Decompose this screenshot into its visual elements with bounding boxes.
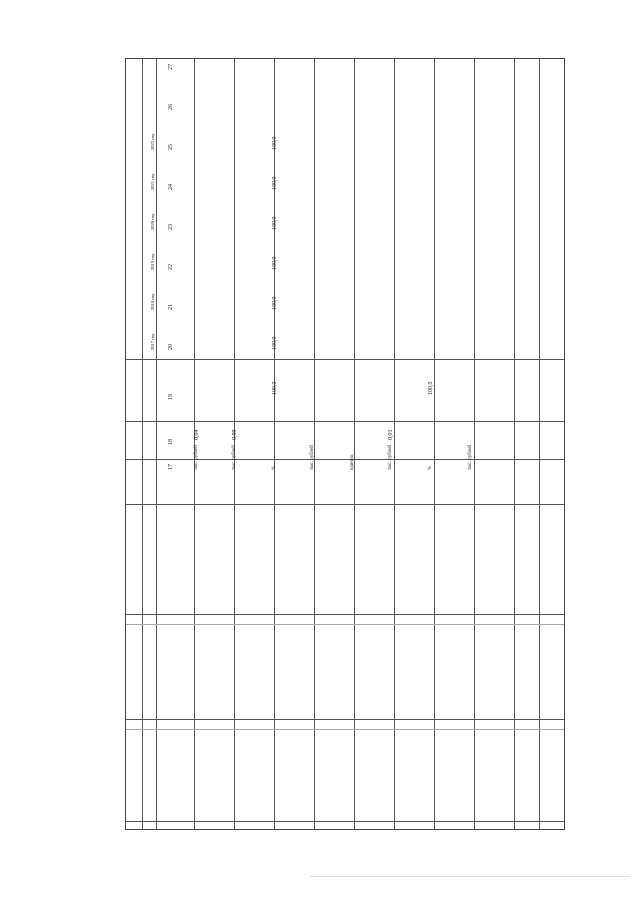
unit-cell: тыс. рублей [232,445,237,470]
unit-cell: % [272,465,277,470]
year-value-cell: 100,0 [272,336,278,350]
prior-cell: 100,0 [428,381,434,395]
year-header: 2021 год [150,173,155,190]
grid-line [234,59,235,829]
document-table [125,58,565,830]
year-value-cell: 100,0 [272,256,278,270]
scan-edge [310,876,630,877]
year-value-cell: 100,0 [272,136,278,150]
year-header: 2018 год [150,293,155,310]
grid-line [156,59,157,829]
grid-line [126,359,564,360]
unit-cell: тыс. рублей [468,445,473,470]
grid-line [194,59,195,829]
grid-line [434,59,435,829]
grid-line [126,421,564,422]
column-number: 19 [168,394,174,400]
year-value-cell: 100,0 [272,296,278,310]
grid-line [126,504,564,505]
column-number: 22 [168,264,174,270]
year-value-cell: 100,0 [272,176,278,190]
weight-cell: 0,01 [388,429,394,440]
year-value-cell: 100,0 [272,216,278,230]
column-number: 24 [168,184,174,190]
grid-line [126,719,564,720]
grid-line [126,624,564,625]
weight-cell: 0,04 [194,429,200,440]
grid-line [474,59,475,829]
grid-line [394,59,395,829]
grid-line [314,59,315,829]
unit-cell: единиц [350,454,355,470]
grid-line [126,614,564,615]
prior-cell: 100,0 [272,381,278,395]
year-header: 2019 год [150,253,155,270]
year-header: 2020 год [150,213,155,230]
year-header: 2017 год [150,333,155,350]
column-number: 26 [168,104,174,110]
grid-line [274,59,275,829]
grid-line [142,59,143,829]
column-number: 18 [168,439,174,445]
column-number: 17 [168,464,174,470]
column-number: 27 [168,64,174,70]
weight-cell: 0,99 [232,429,238,440]
grid-line [126,821,564,822]
grid-line [354,59,355,829]
year-header: 2022 год [150,133,155,150]
unit-cell: тыс. рублей [194,445,199,470]
grid-line [126,729,564,730]
column-number: 23 [168,224,174,230]
column-number: 25 [168,144,174,150]
grid-line [539,59,540,829]
column-number: 21 [168,304,174,310]
unit-cell: % [428,465,433,470]
unit-cell: тыс. рублей [388,445,393,470]
grid-line [126,459,564,460]
unit-cell: тыс. рублей [310,445,315,470]
grid-line [514,59,515,829]
column-number: 20 [168,344,174,350]
